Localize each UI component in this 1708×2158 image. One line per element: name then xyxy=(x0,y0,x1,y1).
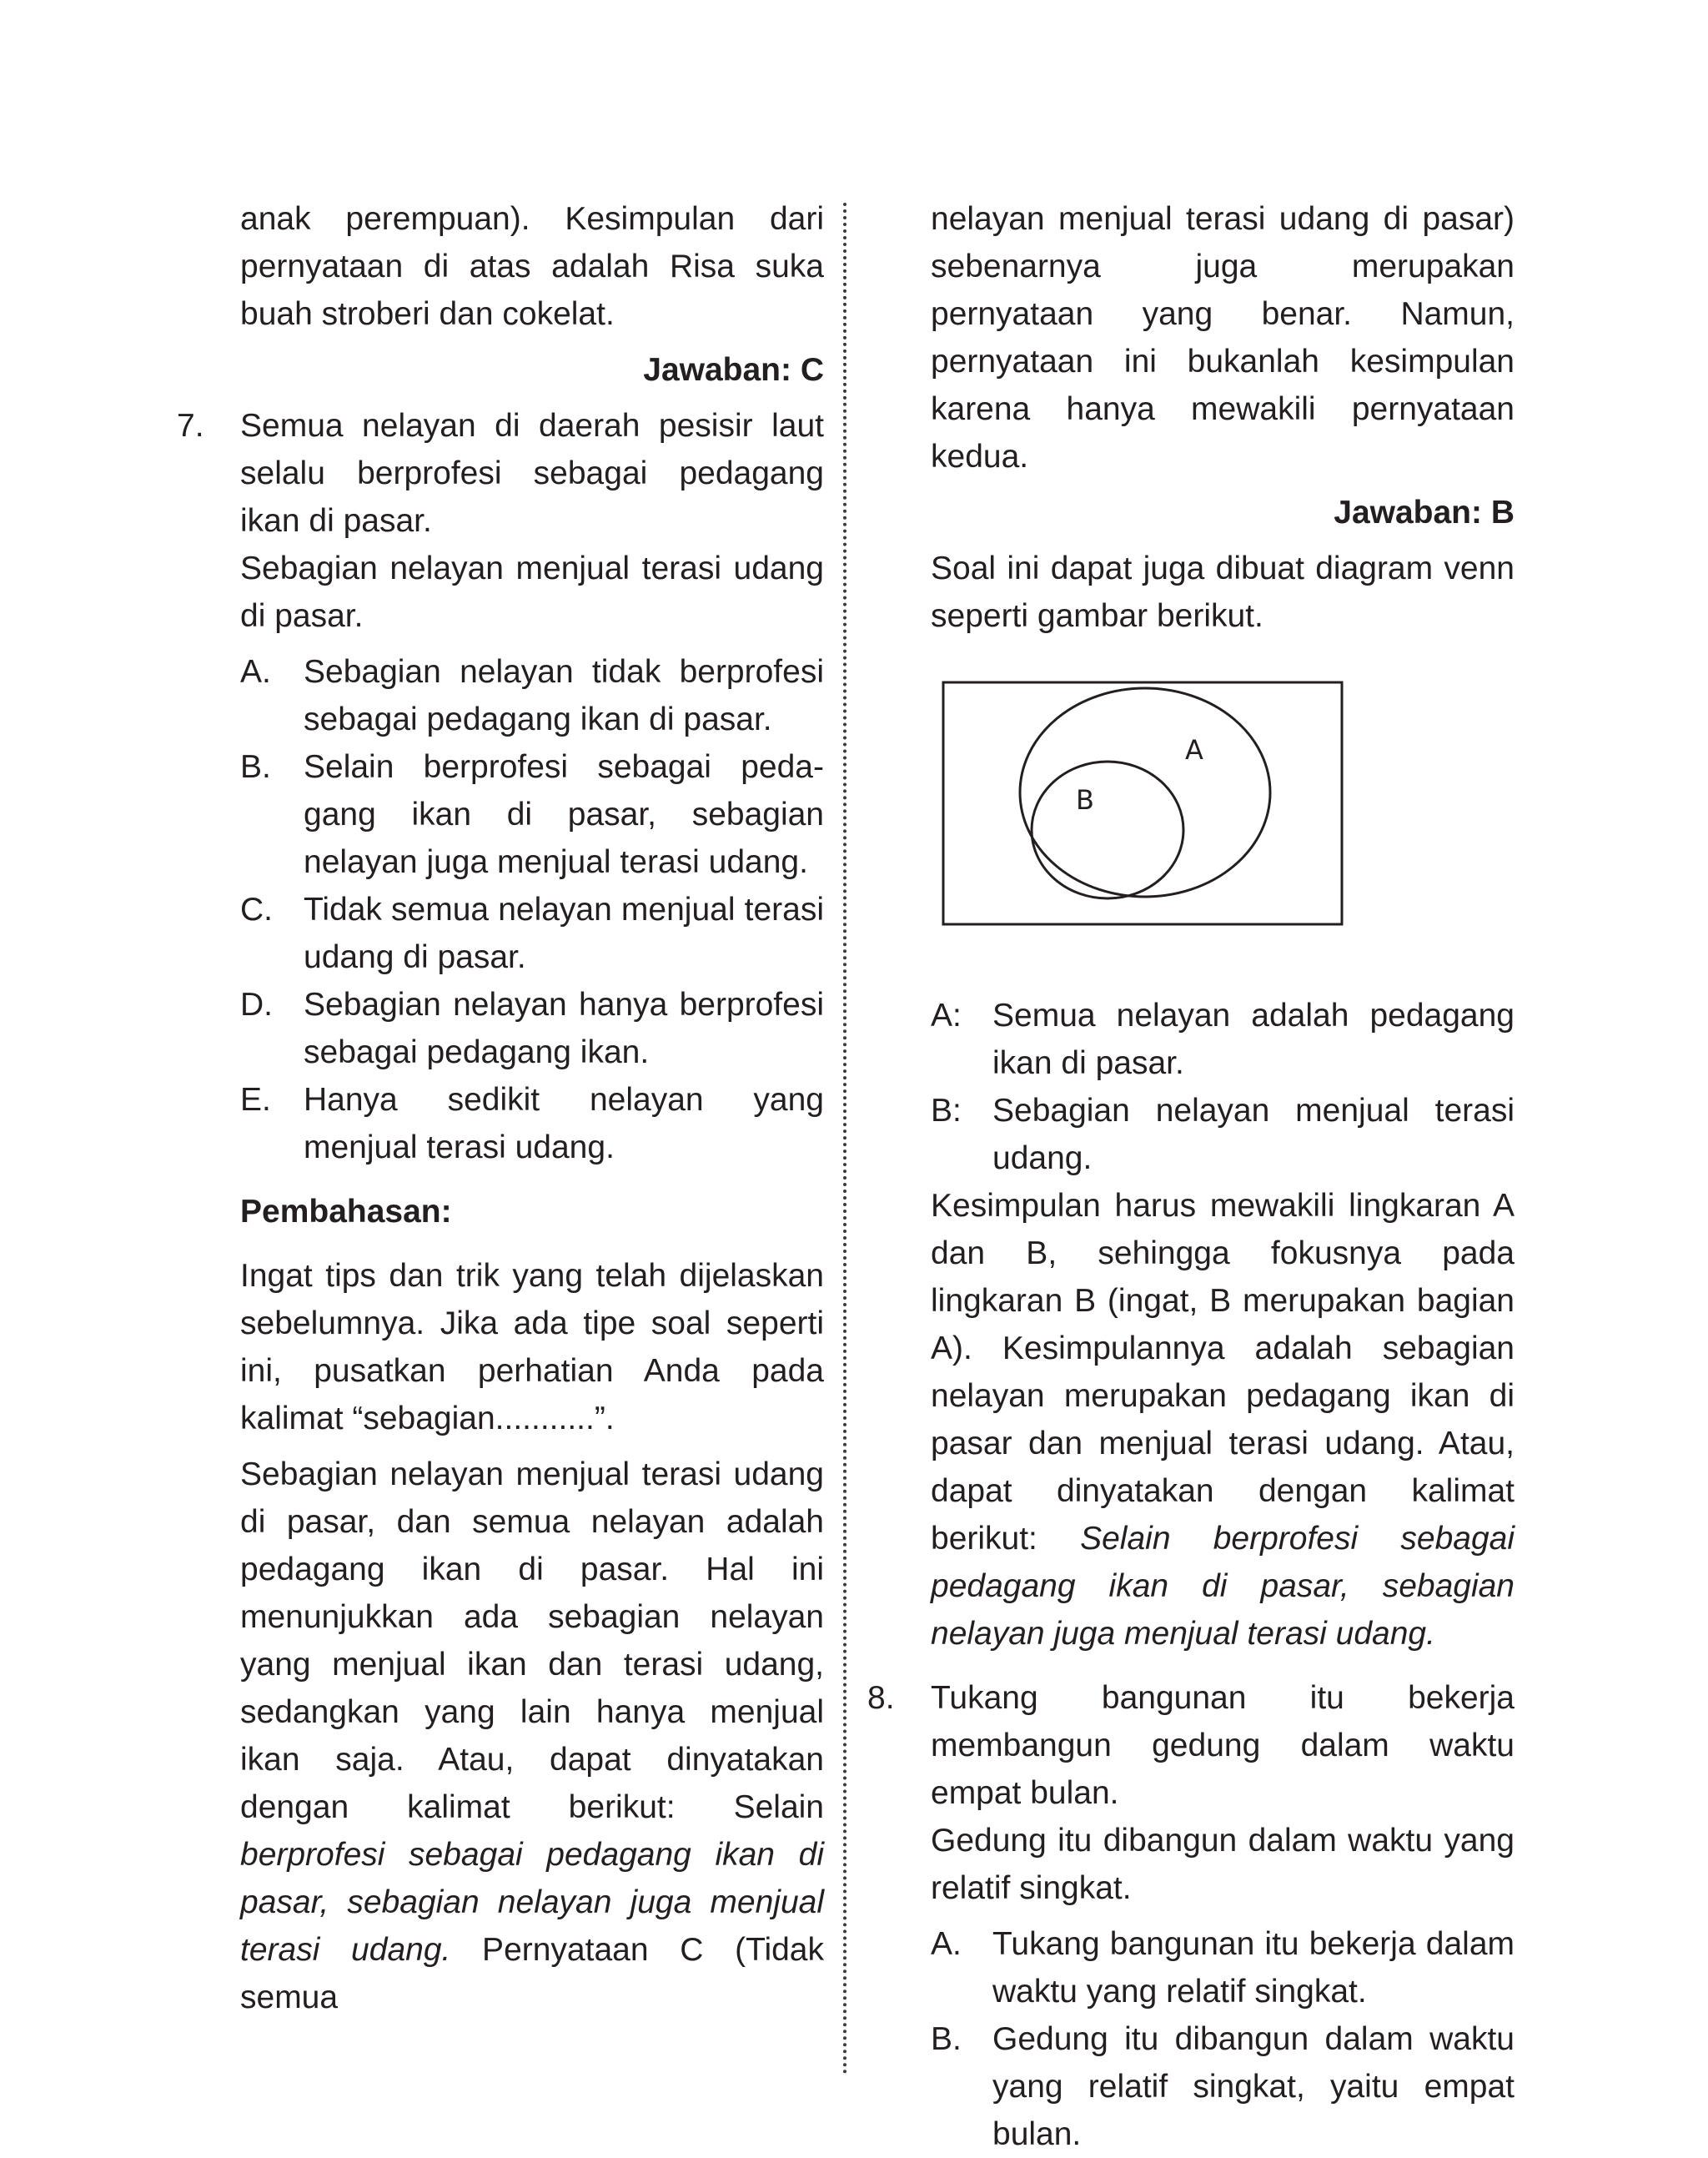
option-label: A. xyxy=(931,1926,962,1962)
question-premise-1: Semua nelayan di daerah pesisir laut selalu berprofesi sebagai pedagang ikan di pasar. xyxy=(240,408,824,539)
venn-legend-b xyxy=(931,1087,1515,1182)
venn-diagram xyxy=(941,680,1349,930)
column-divider xyxy=(843,203,846,2075)
option-label: B. xyxy=(240,749,271,785)
venn-label-a: A xyxy=(1185,734,1203,766)
option-label: D. xyxy=(240,987,273,1023)
venn-label-b: B xyxy=(1076,784,1094,816)
question-premise-1: Tukang bangunan itu bekerja membangun gedung dalam waktu empat bulan. xyxy=(931,1680,1515,1811)
legend-text: Semua nelayan adalah pedagang ikan di pasar. xyxy=(992,998,1515,1081)
option-e xyxy=(177,1076,824,1171)
legend-text: Sebagian nelayan menjual terasi udang. xyxy=(992,1093,1515,1176)
question-number: 7. xyxy=(177,408,204,444)
option-text: Sebagian nelayan hanya berprofesi sebagai pedagang ikan. xyxy=(304,987,824,1070)
option-b xyxy=(177,743,824,886)
pembahasan-paragraph-2 xyxy=(177,1451,824,2021)
question-7 xyxy=(177,402,824,640)
question-number: 8. xyxy=(867,1680,895,1716)
intro-paragraph: anak perempuan). Kesimpulan dari pernyataan di atas adalah Risa suka buah stroberi dan cokelat. xyxy=(240,201,824,332)
paragraph-italic: Selain berprofesi sebagai pedagang ikan di pasar, sebagian nelayan juga menjual terasi udang. xyxy=(931,1521,1515,1652)
option-label: A. xyxy=(240,654,271,690)
option-text: Selain berprofesi sebagai peda-gang ikan di pasar, sebagian nelayan juga menjual terasi udang. xyxy=(304,749,824,880)
option-text: Tukang bangunan itu bekerja dalam waktu yang relatif singkat. xyxy=(992,1926,1515,2010)
option-a xyxy=(177,648,824,743)
paragraph-text: Pernyataan C (Tidak semua xyxy=(240,1932,824,2015)
legend-label: B: xyxy=(931,1093,962,1129)
left-column xyxy=(177,195,824,2021)
option-text: Gedung itu dibangun dalam waktu yang relatif singkat, yaitu empat bulan. xyxy=(992,2021,1515,2152)
conclusion-paragraph xyxy=(931,1182,1515,1657)
paragraph-italic: berprofesi sebagai pedagang ikan di pasar, sebagian nelayan juga menjual terasi udang. xyxy=(240,1837,824,1968)
answer-label-prev: Jawaban: C xyxy=(643,352,824,388)
option-d xyxy=(177,981,824,1076)
venn-universe-rect xyxy=(943,682,1342,924)
pembahasan-heading: Pembahasan: xyxy=(240,1194,452,1230)
question-8 xyxy=(867,1674,1515,1912)
option-c xyxy=(177,886,824,981)
option-text: Hanya sedikit nelayan yang menjual terasi udang. xyxy=(304,1082,824,1165)
venn-legend-a xyxy=(931,992,1515,1087)
option-label: E. xyxy=(240,1082,271,1118)
continuation-paragraph: nelayan menjual terasi udang di pasar) sebenarnya juga merupakan pernyataan yang benar. Namun, pernyataan ini bukanlah kesimpulan karena hanya mewakili pernyataan kedua. xyxy=(931,201,1515,475)
question-premise-2: Sebagian nelayan menjual terasi udang di pasar. xyxy=(240,551,824,634)
option-text: Sebagian nelayan tidak berprofesi sebagai pedagang ikan di pasar. xyxy=(304,654,824,737)
option-b xyxy=(931,2015,1515,2158)
venn-intro: Soal ini dapat juga dibuat diagram venn seperti gambar berikut. xyxy=(931,551,1515,634)
option-a xyxy=(931,1920,1515,2015)
paragraph-text: Kesimpulan harus mewakili lingkaran A dan B, sehingga fokusnya pada lingkaran B (ingat, B merupakan bagian A). Kesimpulannya adalah sebagian nelayan merupakan pedagang ikan di pasar dan menjual terasi udang. Atau, dapat dinyatakan dengan kalimat berikut: xyxy=(931,1188,1515,1557)
option-text: Tidak semua nelayan menjual terasi udang di pasar. xyxy=(304,892,824,975)
option-label: B. xyxy=(931,2021,962,2057)
venn-circle-b xyxy=(1032,762,1183,898)
question-premise-2: Gedung itu dibangun dalam waktu yang relatif singkat. xyxy=(931,1823,1515,1906)
venn-circle-a xyxy=(1020,688,1270,897)
answer-label: Jawaban: B xyxy=(1334,495,1515,531)
legend-label: A: xyxy=(931,998,962,1034)
paragraph-text: Sebagian nelayan menjual terasi udang di pasar, dan semua nelayan adalah pedagang ikan di pasar. Hal ini menunjukkan ada sebagian nelayan yang menjual ikan dan terasi udang, sedangkan yang lain hanya menjual ikan saja. Atau, dapat dinyatakan dengan kalimat berikut: Selain xyxy=(240,1456,824,1825)
option-label: C. xyxy=(240,892,273,928)
pembahasan-paragraph-1: Ingat tips dan trik yang telah dijelaskan sebelumnya. Jika ada tipe soal seperti ini, pusatkan perhatian Anda pada kalimat “sebagian...........”. xyxy=(240,1258,824,1436)
right-column xyxy=(867,195,1515,2158)
